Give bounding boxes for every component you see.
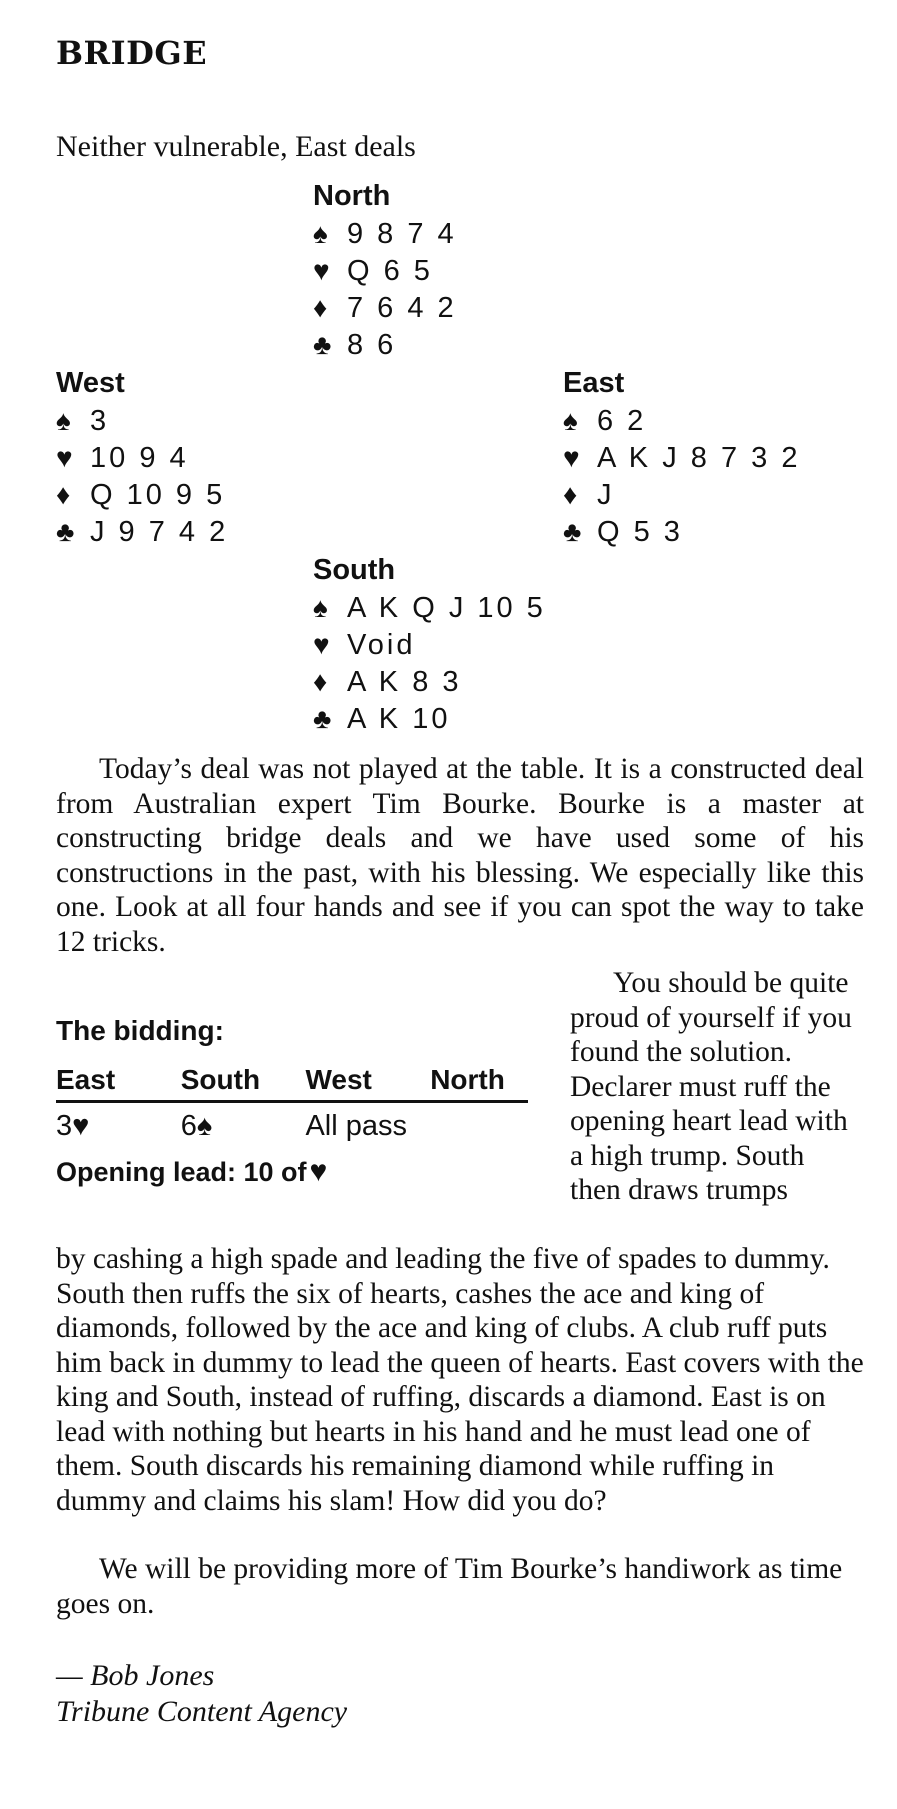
spade-icon: ♠ — [56, 405, 71, 436]
bid-south: 6♠ — [180, 1110, 213, 1142]
heart-icon: ♥ — [563, 442, 580, 473]
clubs-row — [563, 513, 800, 550]
opening-lead — [56, 1150, 528, 1194]
column-west: West — [305, 1064, 372, 1095]
diamond-icon: ♦ — [563, 479, 578, 510]
spade-icon: ♠ — [313, 218, 328, 249]
heart-icon: ♥ — [56, 442, 73, 473]
north-hand — [313, 178, 457, 363]
article-paragraph-4: We will be providing more of Tim Bourke’s handiwork as time goes on. — [56, 1553, 843, 1620]
bidding-box — [56, 1012, 528, 1194]
club-icon: ♣ — [313, 703, 332, 734]
column-south: South — [180, 1064, 261, 1095]
article-paragraph-3: by cashing a high spade and leading the five of spades to dummy. South then ruffs the six of hearts, cashes the ace and king of diamonds, followed by the ace and king of clubs. A club ruff puts him back in dummy to lead the queen of hearts. East covers with the king and South, instead of ruffing, discards a diamond. East is on lead with nothing but hearts in his hand and he must lead one of them. South discards his remaining diamond while ruffing in dummy and claims his slam! How did you do? — [56, 1243, 864, 1517]
diamonds-row — [313, 289, 457, 326]
bid-east: 3♥ — [56, 1110, 90, 1142]
article-paragraph-1: Today’s deal was not played at the table. It is a constructed deal from Australian expert Tim Bourke. Bourke is a master at constructing bridge deals and we have used some of his constructions in the past, with his blessing. We especially like this one. Look at all four hands and see if you can spot the way to take 12 tricks. — [56, 753, 864, 958]
spades-row — [313, 215, 457, 252]
spades-cards: 3 — [90, 405, 110, 437]
page-title: BRIDGE — [56, 34, 208, 72]
diamonds-cards: A K 8 3 — [347, 666, 462, 698]
club-icon: ♣ — [563, 516, 582, 547]
club-icon: ♣ — [56, 516, 75, 547]
column-east: East — [56, 1064, 116, 1095]
spades-cards: 6 2 — [597, 405, 647, 437]
club-icon: ♣ — [313, 329, 332, 360]
clubs-row — [56, 513, 228, 550]
clubs-cards: 8 6 — [347, 329, 397, 361]
clubs-cards: J 9 7 4 2 — [90, 516, 229, 548]
hand-label: East — [563, 367, 625, 399]
spade-icon: ♠ — [313, 592, 328, 623]
diamonds-row — [56, 476, 228, 513]
clubs-row — [313, 326, 457, 363]
east-hand — [563, 365, 800, 550]
agency-name: Tribune Content Agency — [56, 1695, 348, 1728]
spades-cards: A K Q J 10 5 — [347, 592, 546, 624]
spades-row — [313, 589, 546, 626]
hearts-row — [56, 439, 228, 476]
bidding-header-row — [56, 1060, 528, 1103]
clubs-row — [313, 700, 546, 737]
heart-icon: ♥ — [313, 255, 330, 286]
bid-north — [430, 1103, 528, 1147]
hearts-row — [313, 252, 457, 289]
hand-label: North — [313, 180, 391, 212]
hearts-cards: Void — [347, 629, 416, 661]
signature — [56, 1658, 347, 1730]
diamonds-row — [313, 663, 546, 700]
clubs-cards: Q 5 3 — [597, 516, 683, 548]
heart-icon: ♥ — [313, 629, 330, 660]
diamonds-cards: Q 10 9 5 — [90, 479, 226, 511]
hand-label: West — [56, 367, 125, 399]
west-hand — [56, 365, 228, 550]
diamond-icon: ♦ — [56, 479, 71, 510]
spade-icon: ♠ — [563, 405, 578, 436]
hearts-row — [563, 439, 800, 476]
diamonds-cards: 7 6 4 2 — [347, 292, 457, 324]
south-hand — [313, 552, 546, 737]
diamond-icon: ♦ — [313, 292, 328, 323]
hearts-cards: Q 6 5 — [347, 255, 433, 287]
spades-row — [563, 402, 800, 439]
opening-lead-label: Opening lead: 10 of — [56, 1157, 307, 1187]
deal-conditions: Neither vulnerable, East deals — [56, 130, 416, 163]
bidding-row — [56, 1103, 528, 1147]
article-paragraph-2: You should be quite proud of yourself if you found the solution. Declarer must ruff the opening heart lead with a high trump. South then draws trumps — [570, 967, 852, 1206]
spades-cards: 9 8 7 4 — [347, 218, 457, 250]
column-north: North — [430, 1064, 505, 1095]
diamonds-cards: J — [597, 479, 615, 511]
diamond-icon: ♦ — [313, 666, 328, 697]
hearts-cards: A K J 8 7 3 2 — [597, 442, 801, 474]
heart-icon: ♥ — [309, 1155, 328, 1188]
spades-row — [56, 402, 228, 439]
bidding-heading: The bidding: — [56, 1015, 224, 1046]
hand-label: South — [313, 554, 396, 586]
diamonds-row — [563, 476, 800, 513]
hearts-cards: 10 9 4 — [90, 442, 189, 474]
clubs-cards: A K 10 — [347, 703, 451, 735]
author-name: — Bob Jones — [56, 1659, 215, 1692]
bid-west: All pass — [305, 1110, 408, 1142]
hearts-row — [313, 626, 546, 663]
